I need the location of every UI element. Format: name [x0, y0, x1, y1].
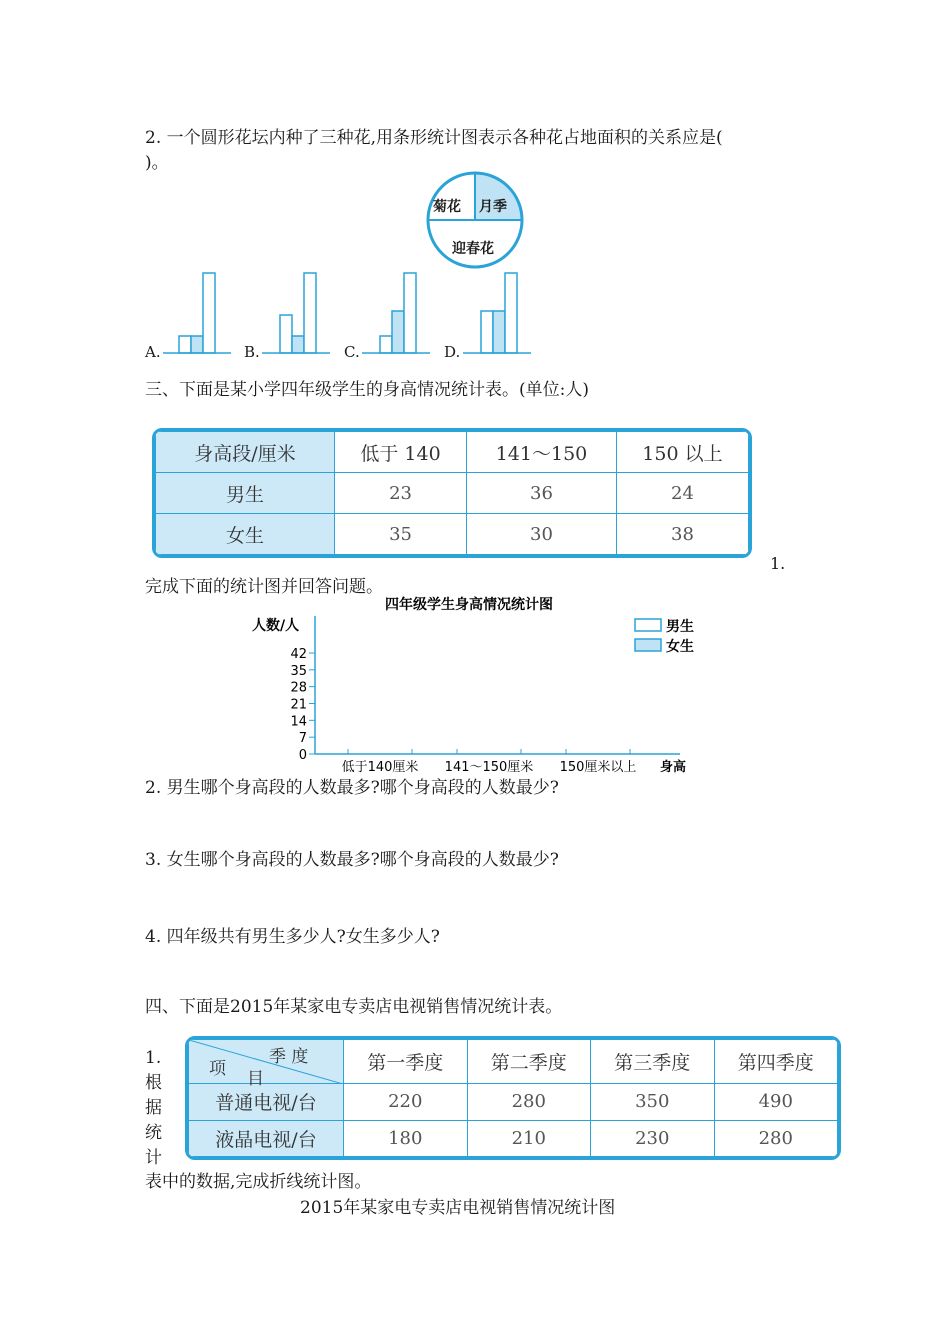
x-tick-label: 低于140厘米: [341, 760, 419, 774]
y-tick-label: 7: [298, 731, 307, 747]
question-3: 3. 女生哪个身高段的人数最多?哪个身高段的人数最少?: [145, 850, 559, 870]
table-cell: 280: [714, 1120, 838, 1157]
corner-left-label: 项: [209, 1059, 226, 1079]
option-a-label: A.: [145, 343, 161, 361]
x-tick-label: 150厘米以上: [559, 760, 637, 774]
y-tick-label: 42: [290, 647, 307, 662]
table-cell: 220: [344, 1084, 468, 1121]
table-header-cell: 身高段/厘米: [156, 432, 335, 473]
table-cell: 230: [591, 1120, 715, 1157]
option-d-label: D.: [444, 343, 461, 361]
option-c-label: C.: [344, 343, 360, 361]
legend-label: 男生: [666, 619, 694, 635]
table-cell: 35: [335, 514, 467, 555]
line-chart-title: 2015年某家电专卖店电视销售情况统计图: [300, 1198, 616, 1218]
legend-swatch: [635, 619, 661, 631]
item1-char: 据: [145, 1098, 162, 1118]
table-row: [189, 1120, 838, 1157]
table-header-cell: 第二季度: [467, 1040, 591, 1084]
table-row: [156, 473, 749, 514]
table-header-cell: 第四季度: [714, 1040, 838, 1084]
item1-char: 1.: [145, 1048, 162, 1068]
pie-label-rose: 月季: [479, 199, 507, 215]
table-cell: 23: [335, 473, 467, 514]
x-tick-label: 141～150厘米: [444, 760, 534, 774]
table-corner-cell: [189, 1040, 344, 1089]
item1-char: 计: [145, 1148, 162, 1168]
section3-heading: 三、下面是某小学四年级学生的身高情况统计表。(单位:人): [145, 380, 589, 400]
q2-text-line1: 2. 一个圆形花坛内种了三种花,用条形统计图表示各种花占地面积的关系应是(: [145, 128, 723, 148]
row-label-lcd-tv: 液晶电视/台: [189, 1120, 344, 1157]
y-tick-label: 0: [298, 748, 307, 763]
x-axis-label: 身高: [660, 760, 687, 774]
table-cell: 280: [467, 1084, 591, 1121]
question-4: 4. 四年级共有男生多少人?女生多少人?: [145, 927, 440, 947]
legend-swatch: [635, 639, 661, 651]
corner-right-label: 目: [247, 1069, 264, 1089]
table-cell: 38: [616, 514, 748, 555]
y-tick-label: 35: [290, 663, 307, 679]
tv-sales-table: [185, 1036, 841, 1160]
table-header-cell: 第一季度: [344, 1040, 468, 1084]
item1-number: 1.: [770, 554, 786, 573]
item1-char: 统: [145, 1123, 162, 1143]
table-cell: 30: [467, 514, 617, 555]
table-cell: 24: [616, 473, 748, 514]
table-cell: 180: [344, 1120, 468, 1157]
q2-text-line2: )。: [145, 153, 169, 173]
option-d-chart: [463, 270, 533, 356]
chart-title: 四年级学生身高情况统计图: [385, 597, 553, 613]
table-cell: 210: [467, 1120, 591, 1157]
pie-label-jasmine: 迎春花: [452, 241, 494, 257]
table-cell: 490: [714, 1084, 838, 1121]
option-c-chart: [362, 270, 432, 356]
legend-label: 女生: [666, 639, 694, 655]
item1-vertical-text: [145, 1046, 175, 1171]
option-b-chart: [262, 270, 332, 356]
height-bar-chart: [240, 594, 710, 774]
table-header-cell: 141～150: [467, 432, 617, 473]
pie-label-chrysanthemum: 菊花: [433, 199, 461, 215]
row-label-boys: 男生: [156, 473, 335, 514]
table-header-cell: 低于 140: [335, 432, 467, 473]
option-a-chart: [163, 270, 233, 356]
item1-text: 完成下面的统计图并回答问题。: [145, 577, 383, 597]
row-label-girls: 女生: [156, 514, 335, 555]
table-cell: 36: [467, 473, 617, 514]
item1-rest-text: 表中的数据,完成折线统计图。: [145, 1172, 372, 1192]
y-tick-label: 28: [290, 680, 307, 696]
height-table: [152, 428, 752, 558]
table-row: [189, 1084, 838, 1121]
option-b-label: B.: [244, 343, 260, 361]
row-label-regular-tv: 普通电视/台: [189, 1084, 344, 1121]
item1-char: 根: [145, 1073, 162, 1093]
table-header-cell: 150 以上: [616, 432, 748, 473]
table-row: [156, 514, 749, 555]
table-cell: 350: [591, 1084, 715, 1121]
section4-heading: 四、下面是2015年某家电专卖店电视销售情况统计表。: [145, 997, 563, 1017]
corner-top-label: 季 度: [269, 1047, 309, 1067]
y-tick-label: 14: [290, 714, 307, 730]
y-axis-label: 人数/人: [252, 618, 300, 634]
table-header-cell: 第三季度: [591, 1040, 715, 1084]
question-2: 2. 男生哪个身高段的人数最多?哪个身高段的人数最少?: [145, 778, 559, 798]
y-tick-label: 21: [290, 697, 307, 713]
